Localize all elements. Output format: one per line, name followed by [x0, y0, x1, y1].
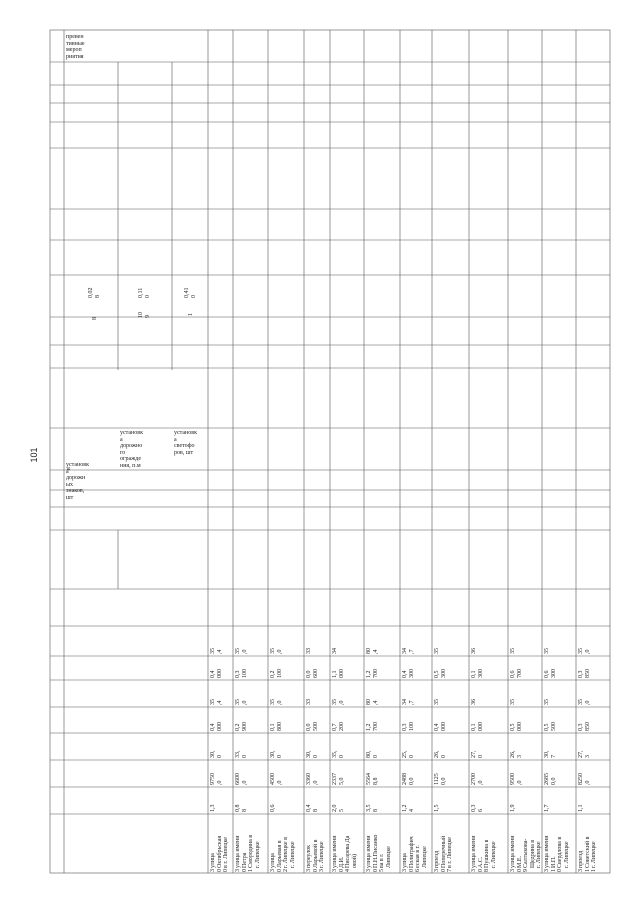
cell-c2: 5564 8,8: [366, 773, 379, 785]
cell-c7: 34: [332, 648, 338, 654]
cell-id: 3 0 2: [270, 869, 290, 872]
cell-c3: 33, 0: [235, 750, 248, 758]
cell-c7: 35: [544, 648, 550, 654]
cell-c1: 1,9: [510, 804, 516, 812]
cell-c1: 1,7: [544, 804, 550, 812]
cell-c6: 0,6 300: [544, 669, 557, 678]
cell-c3: 30, 0: [306, 750, 319, 758]
cell-id: 3 1 1: [578, 869, 598, 872]
cell-c2: 9750 ,0: [210, 773, 223, 785]
cell-name: улица имени П.Н.Писанко ва в г. Липецке: [366, 834, 392, 868]
cell-name: улица Ларьевая в г. Липецке в г. Липецке: [270, 837, 296, 868]
cell-c2: 2488 0,0: [402, 773, 415, 785]
item-road-barrier: установк а дорожно го огражде ния, п.м: [120, 430, 143, 469]
cell-c5: 80 ,4: [366, 699, 379, 705]
cell-c5: 35 ,4: [210, 699, 223, 705]
cell-name: улица имени И.П. Свердлова в г. Липецке: [544, 835, 570, 868]
right-value-a: 8: [92, 317, 98, 320]
cell-c6: 1,2 700: [366, 669, 379, 678]
cell-c1: 1,3: [210, 804, 216, 812]
cell-c1: 1,1: [578, 804, 584, 812]
cell-c6: 0,5 300: [434, 669, 447, 678]
cell-name: улица Полиграфич еская в г. Липецке: [402, 836, 428, 868]
cell-c5: 33: [306, 699, 312, 705]
cell-c7: 34 ,7: [402, 648, 415, 654]
cell-c4: 0,1 800: [270, 722, 283, 731]
cell-c4: 0,2 900: [235, 722, 248, 731]
cell-id: 3 0 1: [235, 869, 255, 872]
cell-c3: 80, 0: [366, 750, 379, 758]
cell-name: проезд Советский в г. Липецке: [578, 836, 598, 868]
cell-c5: 35 ,0: [235, 699, 248, 705]
cell-c5: 34 ,7: [402, 699, 415, 705]
cell-c1: 0,4 8: [306, 804, 319, 812]
cell-c3: 25, 0: [402, 750, 415, 758]
item-traffic-lights: установк а светофо ров, шт: [174, 430, 197, 456]
cell-c3: 35, 0: [332, 750, 345, 758]
cell-c5: 35: [544, 699, 550, 705]
cell-c6: 0,0 600: [306, 669, 319, 678]
cell-c6: 0,4 300: [402, 669, 415, 678]
cell-c3: 26, 3: [510, 750, 523, 758]
item-road-signs: установк а дорожн ых знаков, шт: [66, 462, 89, 501]
cell-c6: 0,2 100: [270, 669, 283, 678]
right-value-b: 0,02 8: [88, 287, 101, 298]
cell-c3: 30, 0: [270, 750, 283, 758]
cell-c2: 8250 ,0: [578, 773, 591, 785]
cell-id: 3 0 3: [306, 869, 326, 872]
cell-c4: 0,4 000: [434, 722, 447, 731]
right-value-b: 0,11 0: [138, 287, 151, 298]
right-value-a: 1: [188, 313, 194, 316]
cell-c2: 6600 ,0: [235, 773, 248, 785]
cell-c6: 0,1 300: [471, 669, 484, 678]
cell-c4: 0,3 850: [578, 722, 591, 731]
cell-c7: 35: [434, 648, 440, 654]
cell-c4: 0,5 000: [510, 722, 523, 731]
cell-c4: 0,0 500: [306, 722, 319, 731]
cell-c5: 36: [471, 699, 477, 705]
cell-c1: 1,2 4: [402, 804, 415, 812]
cell-c5: 35 ,0: [578, 699, 591, 705]
cell-name: улица имени А.С. Пушкина в г. Липецке: [471, 835, 497, 868]
cell-c1: 0,6: [270, 804, 276, 812]
cell-c6: 0,6 700: [510, 669, 523, 678]
cell-c6: 1,1 000: [332, 669, 345, 678]
cell-id: 3 0 6: [402, 869, 422, 872]
cell-name: улица Октябрьская в г. Липецке: [210, 835, 230, 868]
cell-c4: 0,4 000: [210, 722, 223, 731]
cell-id: 3 0 7: [434, 869, 454, 872]
cell-c2: 1125 0,0: [434, 773, 447, 785]
cell-c3: 27, 0: [471, 750, 484, 758]
cell-c1: 1,5: [434, 804, 440, 812]
cell-id: 3 1 0: [544, 869, 564, 872]
cell-c1: 2,0 5: [332, 804, 345, 812]
cell-c7: 35 ,0: [235, 648, 248, 654]
cell-id: 3 0 4: [332, 869, 352, 872]
cell-id: 3 0 9: [510, 869, 530, 872]
cell-c6: 0,3 850: [578, 669, 591, 678]
cell-c5: 35 ,0: [332, 699, 345, 705]
cell-c7: 35: [510, 648, 516, 654]
cell-id: 3 0 5: [366, 869, 386, 872]
cell-c2: 9500 ,0: [510, 773, 523, 785]
header-marker: в: [66, 467, 72, 470]
cell-name: улица имени Д.И. Писарева Да овой): [332, 835, 358, 868]
cell-c7: 80 ,4: [366, 648, 379, 654]
cell-c1: 3,5 8: [366, 804, 379, 812]
cell-c4: 0,3 100: [402, 722, 415, 731]
cell-c1: 0,8 8: [235, 804, 248, 812]
cell-c2: 4500 ,0: [270, 773, 283, 785]
cell-c2: 2700 ,0: [471, 773, 484, 785]
cell-c4: 0,1 000: [471, 722, 484, 731]
header-fragment-preventive: превен тивные мероп риятия: [66, 34, 85, 60]
page-number: 101: [29, 447, 39, 463]
cell-c7: 36: [471, 648, 477, 654]
cell-c3: 26, 0: [434, 750, 447, 758]
cell-name: проезд Поперечный в г. Липецке: [434, 835, 454, 868]
cell-c5: 35 ,0: [270, 699, 283, 705]
cell-name: переулок Ларьевой в г. Липецке: [306, 839, 326, 868]
cell-c4: 0,5 500: [544, 722, 557, 731]
cell-c5: 35: [510, 699, 516, 705]
cell-id: 3 0 0: [210, 869, 230, 872]
cell-c1: 0,3 6: [471, 804, 484, 812]
cell-c2: 3360 ,0: [306, 773, 319, 785]
cell-name: улица имени Петра Смородина в г. Липецке: [235, 834, 261, 868]
cell-c7: 35 ,0: [270, 648, 283, 654]
cell-c5: 35: [434, 699, 440, 705]
cell-c6: 0,4 000: [210, 669, 223, 678]
cell-c6: 0,3 100: [235, 669, 248, 678]
cell-c2: 2337 5,0: [332, 773, 345, 785]
cell-c7: 35 ,0: [578, 648, 591, 654]
cell-c4: 1,2 700: [366, 722, 379, 731]
cell-id: 3 0 8: [471, 869, 491, 872]
cell-c2: 2685 0,0: [544, 773, 557, 785]
cell-name: улица имени М.Е. Салтыкова- Щедрина в г. Липецке: [510, 835, 543, 868]
cell-c7: 33: [306, 648, 312, 654]
cell-c7: 35 ,4: [210, 648, 223, 654]
cell-c3: 30, 7: [544, 750, 557, 758]
cell-c3: 27, 3: [578, 750, 591, 758]
cell-c3: 30, 0: [210, 750, 223, 758]
cell-c4: 0,7 200: [332, 722, 345, 731]
right-value-a: 10 9: [138, 312, 151, 318]
right-value-b: 0,41 0: [184, 287, 197, 298]
